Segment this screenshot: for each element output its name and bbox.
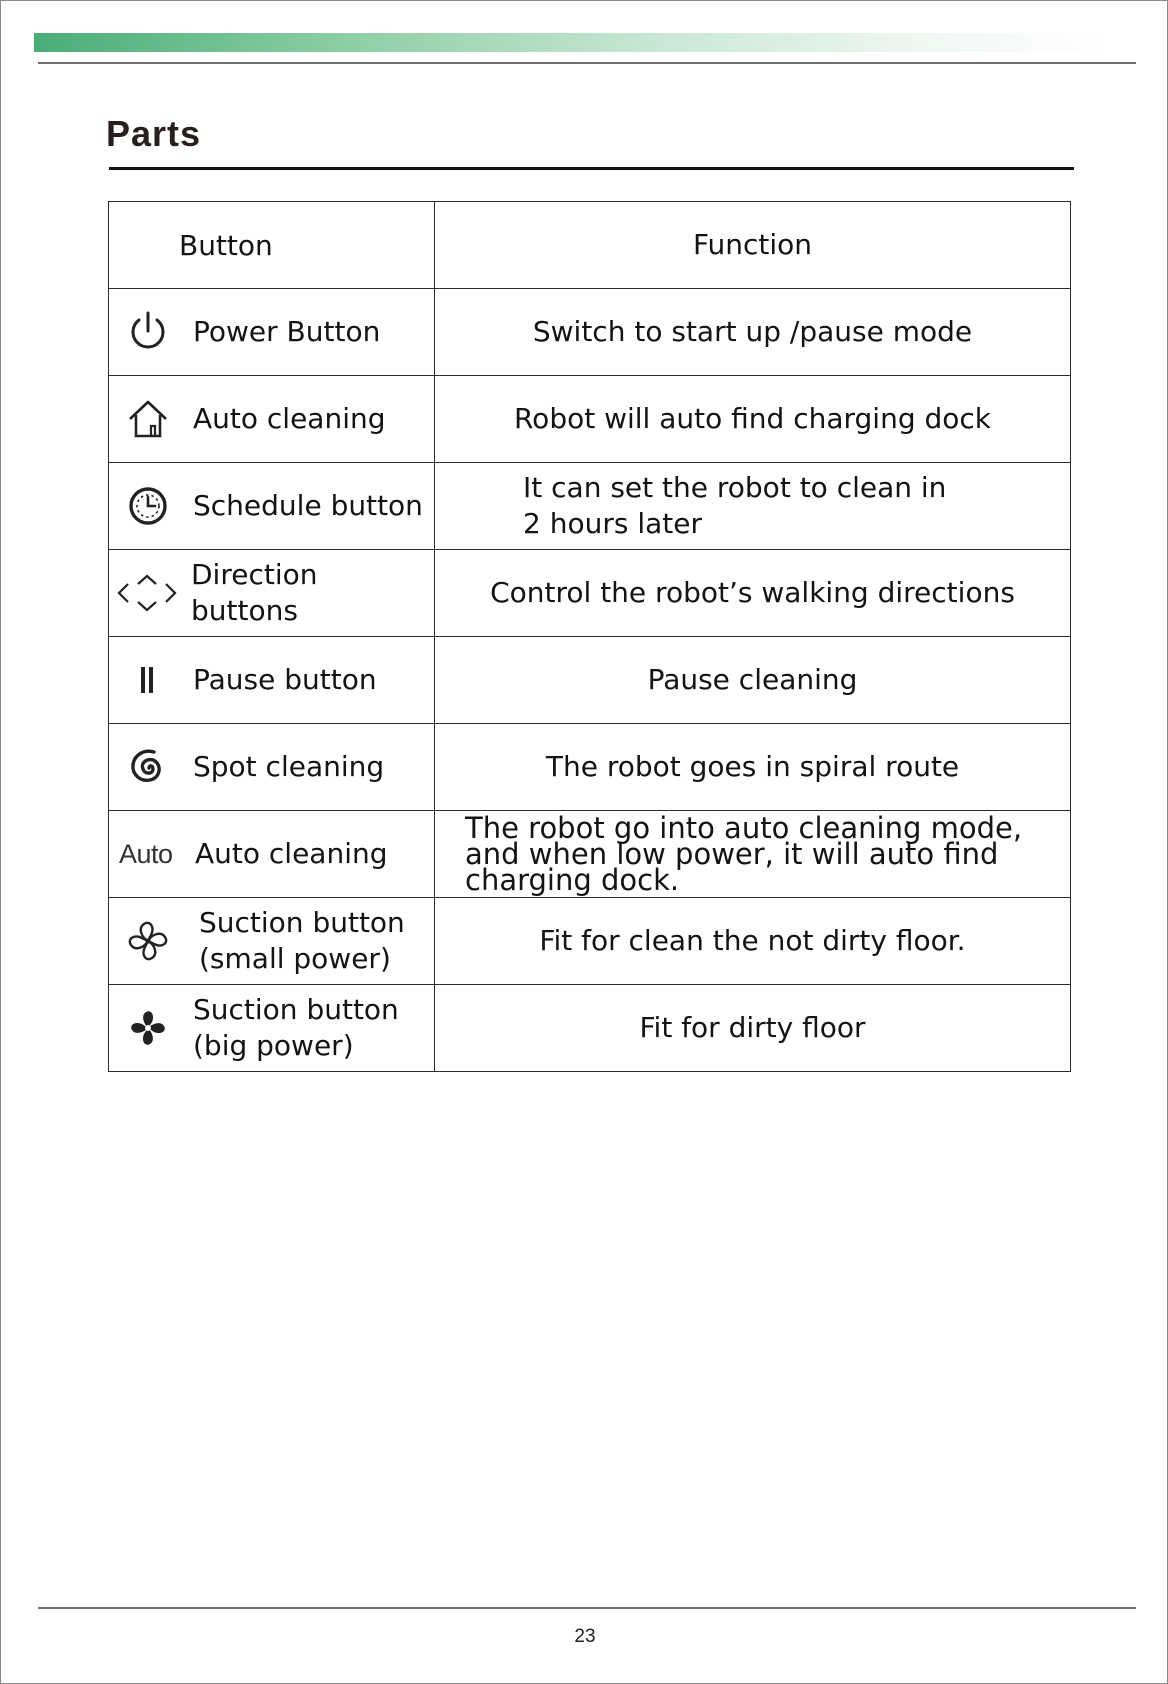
spiral-icon [123, 742, 173, 792]
function-cell [435, 811, 1071, 898]
button-label-line-1: Suction button [199, 906, 405, 939]
power-icon [123, 307, 173, 357]
button-cell [109, 289, 435, 376]
section-title: Parts [106, 113, 202, 154]
header-function: Function [435, 202, 1071, 289]
button-label: Schedule button [193, 489, 423, 522]
button-cell [109, 724, 435, 811]
auto-text-icon: Auto [119, 838, 173, 869]
button-label: Power Button [193, 315, 381, 348]
button-label: Spot cleaning [193, 750, 385, 783]
fan-outline-icon [123, 916, 173, 966]
table-row [109, 550, 1071, 637]
header-color-band [34, 33, 1109, 52]
table-row [109, 724, 1071, 811]
function-cell [435, 550, 1071, 637]
button-cell [109, 550, 435, 637]
function-text: Robot will auto find charging dock [513, 402, 992, 435]
function-text: Control the robot’s walking directions [490, 576, 1015, 609]
table-header-row [109, 202, 1071, 289]
table-row [109, 463, 1071, 550]
function-text: Fit for dirty floor [639, 1011, 866, 1044]
page-number: 23 [574, 1626, 596, 1647]
function-text: The robot goes in spiral route [545, 750, 960, 783]
function-cell [435, 637, 1071, 724]
header-button: Button [109, 202, 435, 289]
button-label: Auto cleaning [195, 837, 388, 870]
function-cell [435, 463, 1071, 550]
function-cell [435, 898, 1071, 985]
button-label-line-2: (big power) [193, 1029, 354, 1062]
button-cell [109, 898, 435, 985]
function-text: Fit for clean the not dirty floor. [539, 924, 966, 957]
function-text-line-3: charging dock. [465, 863, 680, 897]
parts-table [108, 201, 1071, 1072]
button-label-line-1: Direction [191, 558, 318, 591]
button-cell [109, 463, 435, 550]
function-text: Pause cleaning [647, 663, 858, 696]
button-cell [109, 811, 435, 898]
function-cell [435, 289, 1071, 376]
button-label: Auto cleaning [193, 402, 386, 435]
table-row [109, 637, 1071, 724]
direction-arrows-icon [115, 568, 179, 618]
footer-rule [38, 1607, 1136, 1609]
button-cell [109, 637, 435, 724]
pause-icon [123, 655, 173, 705]
function-cell [435, 985, 1071, 1072]
button-label-line-2: (small power) [199, 942, 391, 975]
fan-solid-icon [123, 1003, 173, 1053]
button-label-line-2: buttons [191, 594, 298, 627]
function-text: Switch to start up /pause mode [532, 315, 973, 348]
button-label: Pause button [193, 663, 377, 696]
button-cell [109, 376, 435, 463]
clock-icon [123, 481, 173, 531]
title-underline [109, 167, 1074, 170]
button-label-line-1: Suction button [193, 993, 399, 1026]
table-row [109, 898, 1071, 985]
table-row [109, 289, 1071, 376]
function-cell [435, 376, 1071, 463]
function-text-line-1: The robot go into auto cleaning mode, [465, 811, 1023, 845]
table-row [109, 376, 1071, 463]
function-text-line-2: and when low power, it will auto find [465, 837, 999, 871]
header-rule [38, 62, 1136, 64]
function-text-line-1: It can set the robot to clean in [523, 471, 947, 504]
table-row [109, 985, 1071, 1072]
button-cell [109, 985, 435, 1072]
home-icon [123, 394, 173, 444]
function-text-line-2: 2 hours later [523, 507, 702, 540]
table-row [109, 811, 1071, 898]
function-cell [435, 724, 1071, 811]
